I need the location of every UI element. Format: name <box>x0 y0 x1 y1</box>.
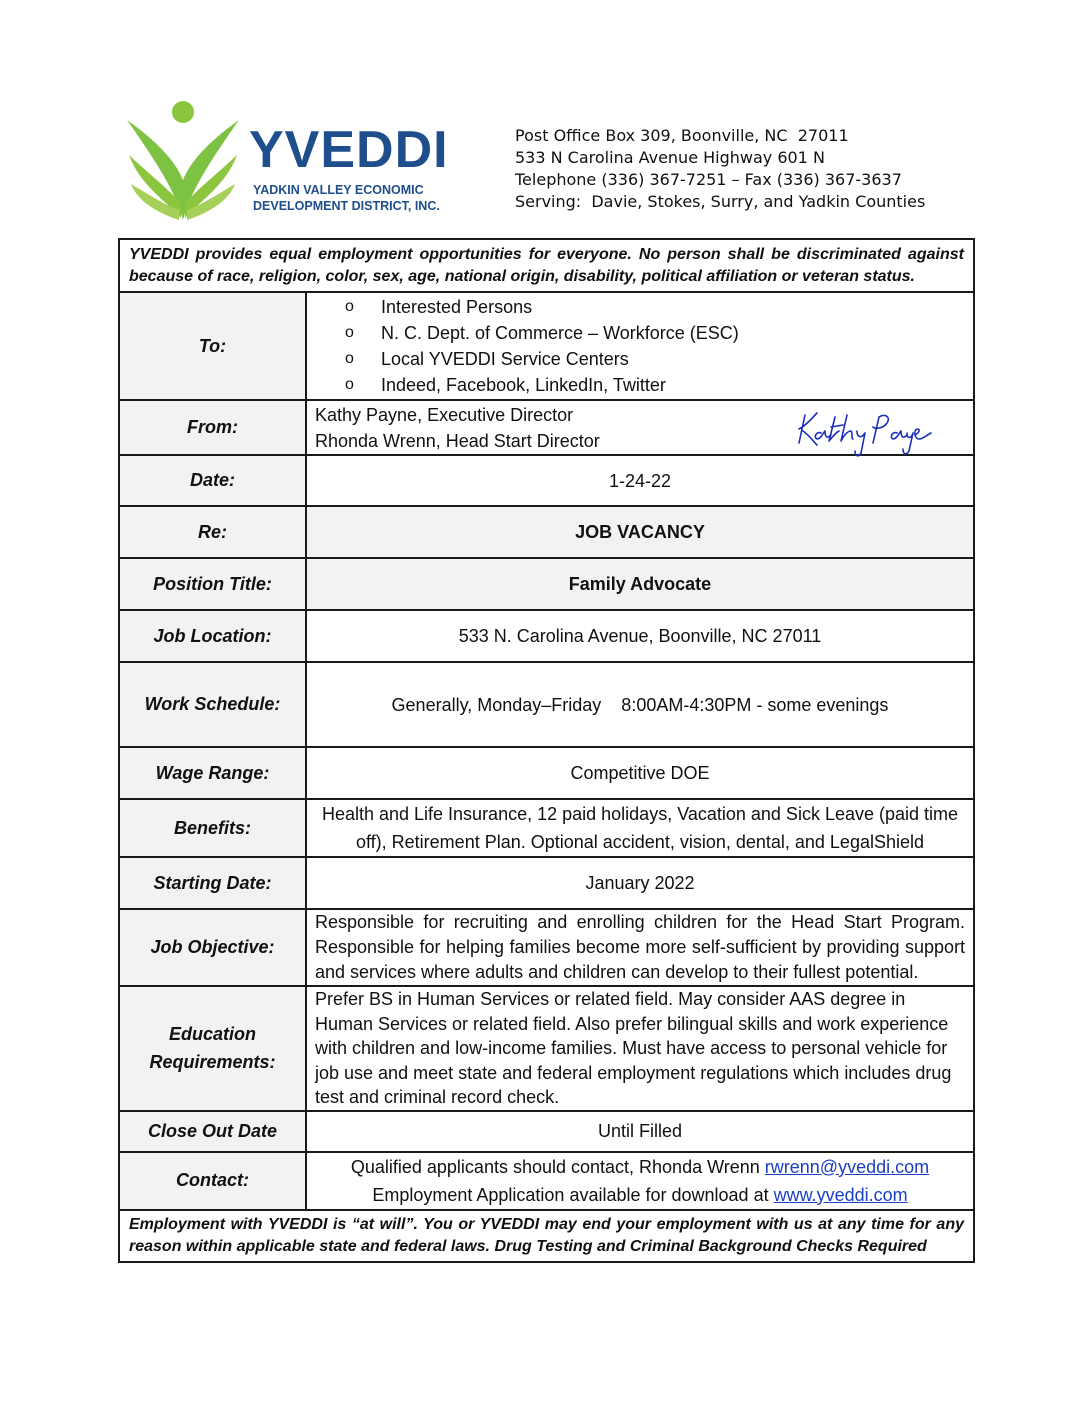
benefits-label: Benefits: <box>119 799 306 857</box>
job-vacancy-table <box>118 238 975 1263</box>
wage-range-row <box>119 747 974 799</box>
address-line: Serving: Davie, Stokes, Surry, and Yadkin Counties <box>515 192 926 211</box>
from-row <box>119 400 974 455</box>
contact-email-link[interactable]: rwrenn@yveddi.com <box>764 1156 930 1177</box>
signature-icon <box>795 405 935 461</box>
letterhead-address <box>515 125 925 213</box>
position-title-row <box>119 558 974 610</box>
sprout-person-icon <box>125 100 245 222</box>
wage-range-label: Wage Range: <box>119 747 306 799</box>
circle-bullet-icon: o <box>345 298 354 315</box>
contact-value: Qualified applicants should contact, Rhonda Wrenn rwrenn@yveddi.com Employment Application available for download at www.yveddi.com <box>306 1152 974 1210</box>
job-objective-value: Responsible for recruiting and enrolling children for the Head Start Program. Responsible for helping families become more self-sufficient by providing support and services where adults and children can develop to their fullest potential. <box>306 909 974 986</box>
to-recipients-list <box>307 294 973 398</box>
yveddi-logo <box>125 100 455 222</box>
circle-bullet-icon: o <box>345 324 354 341</box>
list-item: o N. C. Dept. of Commerce – Workforce (ESC) <box>345 320 973 346</box>
position-title-value: Family Advocate <box>306 558 974 610</box>
to-row <box>119 292 974 400</box>
from-name-1: Kathy Payne, Executive Director <box>315 404 574 425</box>
date-value: 1-24-22 <box>306 455 974 506</box>
equal-opportunity-notice: YVEDDI provides equal employment opportunities for everyone. No person shall be discriminated against because of race, religion, color, sex, age, national origin, disability, political affiliation or veteran status. <box>119 239 974 292</box>
benefits-row <box>119 799 974 857</box>
to-label: To: <box>119 292 306 400</box>
work-schedule-label: Work Schedule: <box>119 662 306 747</box>
close-out-value: Until Filled <box>306 1111 974 1152</box>
circle-bullet-icon: o <box>345 376 354 393</box>
list-item: o Indeed, Facebook, LinkedIn, Twitter <box>345 372 973 398</box>
logo-subtitle: YADKIN VALLEY ECONOMIC DEVELOPMENT DISTRICT, INC. <box>253 183 440 213</box>
job-location-label: Job Location: <box>119 610 306 662</box>
contact-row <box>119 1152 974 1210</box>
wage-range-value: Competitive DOE <box>306 747 974 799</box>
list-item: o Local YVEDDI Service Centers <box>345 346 973 372</box>
education-value: Prefer BS in Human Services or related field. May consider AAS degree in Human Services or related field. Also prefer bilingual skills and work experience with children and low-income families. Must have access to personal vehicle for job use and meet state and federal employment regulations which includes drug test and criminal record check. <box>306 986 974 1111</box>
work-schedule-row <box>119 662 974 747</box>
notice-row-bottom <box>119 1210 974 1262</box>
re-row <box>119 506 974 558</box>
position-title-label: Position Title: <box>119 558 306 610</box>
education-row <box>119 986 974 1111</box>
from-label: From: <box>119 400 306 455</box>
work-schedule-value: Generally, Monday–Friday 8:00AM-4:30PM - some evenings <box>306 662 974 747</box>
address-line: Telephone (336) 367-7251 – Fax (336) 367-3637 <box>515 170 902 189</box>
re-value: JOB VACANCY <box>306 506 974 558</box>
starting-date-value: January 2022 <box>306 857 974 909</box>
date-label: Date: <box>119 455 306 506</box>
from-name-2: Rhonda Wrenn, Head Start Director <box>315 430 600 451</box>
website-link[interactable]: www.yveddi.com <box>773 1184 908 1205</box>
date-row <box>119 455 974 506</box>
logo-wordmark: YVEDDI <box>249 121 449 179</box>
job-objective-row <box>119 909 974 986</box>
starting-date-row <box>119 857 974 909</box>
education-label: Education Requirements: <box>119 986 306 1111</box>
close-out-row <box>119 1111 974 1152</box>
address-line: Post Office Box 309, Boonville, NC 27011 <box>515 126 849 145</box>
close-out-label: Close Out Date <box>119 1111 306 1152</box>
contact-label: Contact: <box>119 1152 306 1210</box>
job-location-value: 533 N. Carolina Avenue, Boonville, NC 27011 <box>306 610 974 662</box>
re-label: Re: <box>119 506 306 558</box>
benefits-value: Health and Life Insurance, 12 paid holidays, Vacation and Sick Leave (paid time off), Retirement Plan. Optional accident, vision, dental, and LegalShield <box>306 799 974 857</box>
starting-date-label: Starting Date: <box>119 857 306 909</box>
list-item: o Interested Persons <box>345 294 973 320</box>
address-line: 533 N Carolina Avenue Highway 601 N <box>515 148 825 167</box>
job-objective-label: Job Objective: <box>119 909 306 986</box>
notice-row-top <box>119 239 974 292</box>
at-will-notice: Employment with YVEDDI is “at will”. You or YVEDDI may end your employment with us at any time for any reason within applicable state and federal laws. Drug Testing and Criminal Background Checks Required <box>119 1210 974 1262</box>
circle-bullet-icon: o <box>345 350 354 367</box>
job-location-row <box>119 610 974 662</box>
